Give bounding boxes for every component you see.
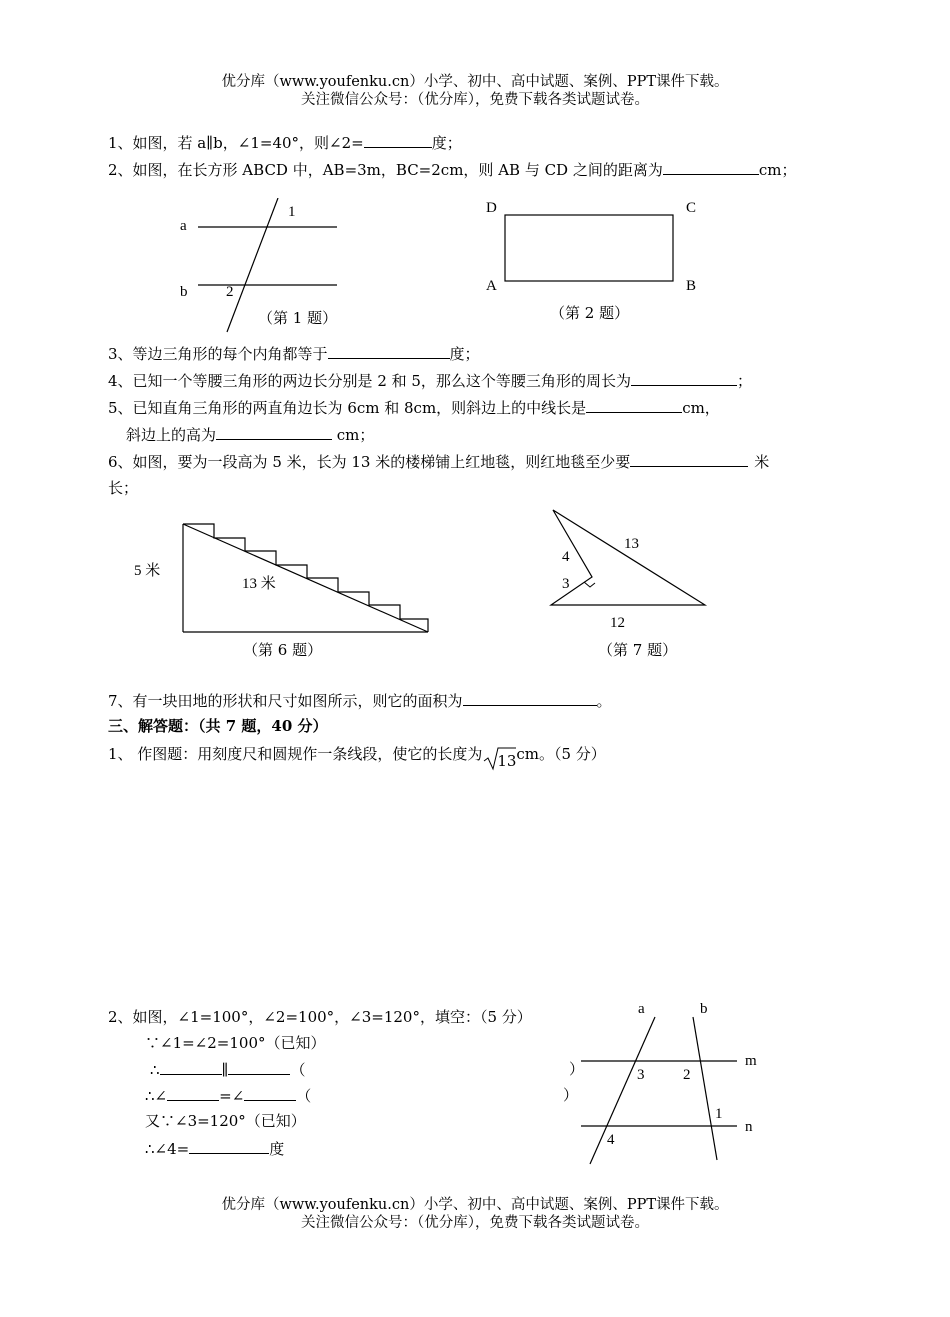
section-3-question-1: [108, 744, 606, 770]
question-7-text: 7、有一块田地的形状和尺寸如图所示，则它的面积为: [108, 692, 463, 710]
figure-6-caption: （第 6 题）: [243, 641, 323, 659]
fig1-label-b: b: [180, 284, 188, 300]
section-3-question-2: 2、如图，∠1=100°，∠2=100°，∠3=120°，填空：（5 分）: [108, 1008, 532, 1026]
s3q1-unit: cm。（5 分）: [516, 745, 606, 763]
question-5: [108, 397, 720, 418]
question-5-unit: cm，: [682, 399, 720, 417]
question-4-unit: ；: [736, 372, 752, 390]
s3q2-step2-close: ）: [569, 1060, 585, 1078]
sqrt-value: 13: [497, 752, 517, 770]
question-5-blank-2[interactable]: [216, 424, 332, 440]
s3q2-step-1: ∵∠1=∠2=100°（已知）: [145, 1034, 326, 1052]
rectangle-abcd: [505, 215, 673, 281]
right-angle-mark: [584, 582, 595, 587]
s3q2-step-3: [145, 1085, 311, 1106]
figure-8-diagram: [575, 995, 775, 1170]
s3q2-step2-suffix: （: [290, 1061, 306, 1079]
fig8-label-a: a: [638, 1001, 645, 1017]
footer-line-1: 优分库（www.youfenku.cn）小学、初中、高中试题、案例、PPT课件下载。: [221, 1197, 729, 1213]
question-7: [108, 690, 612, 711]
question-7-blank[interactable]: [463, 690, 597, 706]
question-5-blank-1[interactable]: [586, 397, 682, 413]
s3q2-step3-mid: =∠: [219, 1087, 245, 1105]
header-line-2: 关注微信公众号：（优分库），免费下载各类试题试卷。: [301, 92, 649, 108]
figure-7-diagram: [540, 505, 720, 630]
fig7-label-4: 4: [562, 549, 570, 565]
question-6-text: 6、如图，要为一段高为 5 米，长为 13 米的楼梯铺上红地毯，则红地毯至少要: [108, 453, 631, 471]
s3q1-text: 1、 作图题：用刻度尺和圆规作一条线段，使它的长度为: [108, 745, 483, 763]
s3q2-step3-prefix: ∴∠: [145, 1087, 168, 1105]
footer-line-2: 关注微信公众号：（优分库），免费下载各类试题试卷。: [301, 1215, 649, 1231]
fig6-height-label: 5 米: [134, 563, 161, 579]
section-3-title: 三、解答题：（共 7 题，40 分）: [108, 717, 328, 735]
header-line-1: 优分库（www.youfenku.cn）小学、初中、高中试题、案例、PPT课件下载。: [221, 74, 729, 90]
question-1-blank[interactable]: [364, 132, 432, 148]
fig1-label-a: a: [180, 218, 187, 234]
fig1-angle-1: 1: [288, 204, 296, 220]
sqrt-expression: [482, 747, 517, 770]
question-3-unit: 度；: [449, 345, 480, 363]
figure-7-caption: （第 7 题）: [598, 641, 678, 659]
question-2-blank[interactable]: [663, 159, 759, 175]
fig2-label-a: A: [486, 278, 497, 294]
question-6-unit: 米: [754, 453, 770, 471]
question-2-unit: cm；: [758, 161, 797, 179]
fig7-label-12: 12: [610, 615, 625, 630]
s3q2-step2-prefix: ∴: [150, 1061, 160, 1079]
fig1-angle-2: 2: [226, 284, 234, 300]
line-a: [590, 1017, 655, 1164]
question-5-line2-text: 斜边上的高为: [126, 426, 217, 444]
field-shape: [551, 510, 705, 605]
s3q2-step5-prefix: ∴∠4=: [145, 1140, 190, 1158]
question-5-line-2: [126, 424, 374, 445]
question-6-blank[interactable]: [630, 451, 748, 467]
stair-slope-line: [183, 524, 428, 632]
s3q2-step-4: 又∵∠3=120°（已知）: [145, 1112, 306, 1130]
question-7-unit: 。: [596, 692, 612, 710]
question-5-text: 5、已知直角三角形的两直角边长为 6cm 和 8cm，则斜边上的中线长是: [108, 399, 587, 417]
fig8-angle-2: 2: [683, 1067, 691, 1083]
fig2-label-b: B: [686, 278, 697, 294]
question-3-blank[interactable]: [328, 343, 450, 359]
question-3: [108, 343, 480, 364]
fig8-angle-3: 3: [637, 1067, 645, 1083]
question-6: [108, 451, 769, 472]
fig8-angle-1: 1: [715, 1106, 723, 1122]
question-4-text: 4、已知一个等腰三角形的两边长分别是 2 和 5，那么这个等腰三角形的周长为: [108, 372, 631, 390]
figure-2-diagram: [480, 194, 710, 304]
fig8-label-n: n: [745, 1119, 753, 1135]
s3q2-step3-suffix: （: [296, 1087, 312, 1105]
question-5-unit-2: cm；: [332, 426, 375, 444]
s3q2-step-2: [150, 1059, 306, 1080]
s3q2-blank-4[interactable]: [244, 1085, 296, 1101]
figure-1-caption: （第 1 题）: [258, 309, 338, 327]
question-2-text: 2、如图，在长方形 ABCD 中，AB=3m，BC=2cm，则 AB 与 CD 之间的距离为: [108, 161, 663, 179]
question-4-blank[interactable]: [631, 370, 737, 386]
s3q2-blank-1[interactable]: [160, 1059, 222, 1075]
fig8-angle-4: 4: [607, 1132, 615, 1148]
question-4: [108, 370, 752, 391]
fig2-label-d: D: [486, 200, 497, 216]
figure-6-diagram: [130, 515, 440, 645]
question-1-text: 1、如图，若 a∥b，∠1=40°，则∠2=: [108, 134, 364, 152]
fig6-length-label: 13 米: [242, 576, 276, 592]
s3q2-blank-5[interactable]: [189, 1138, 269, 1154]
s3q2-blank-3[interactable]: [167, 1085, 219, 1101]
s3q2-blank-2[interactable]: [228, 1059, 290, 1075]
fig2-label-c: C: [686, 200, 697, 216]
figure-2-caption: （第 2 题）: [550, 304, 630, 322]
fig7-label-13: 13: [624, 536, 639, 552]
question-6-line-2: 长；: [108, 479, 139, 497]
fig8-label-b: b: [700, 1001, 708, 1017]
s3q2-step2-mid: ∥: [221, 1061, 229, 1079]
fig7-label-3: 3: [562, 576, 570, 592]
fig8-label-m: m: [745, 1053, 757, 1069]
s3q2-step3-close: ）: [563, 1086, 579, 1104]
s3q2-step5-suffix: 度: [269, 1140, 285, 1158]
question-1-unit: 度；: [431, 134, 462, 152]
line-b: [693, 1017, 717, 1160]
question-2: [108, 159, 796, 180]
s3q2-step-5: [145, 1138, 284, 1159]
question-3-text: 3、等边三角形的每个内角都等于: [108, 345, 328, 363]
question-1: [108, 132, 462, 153]
